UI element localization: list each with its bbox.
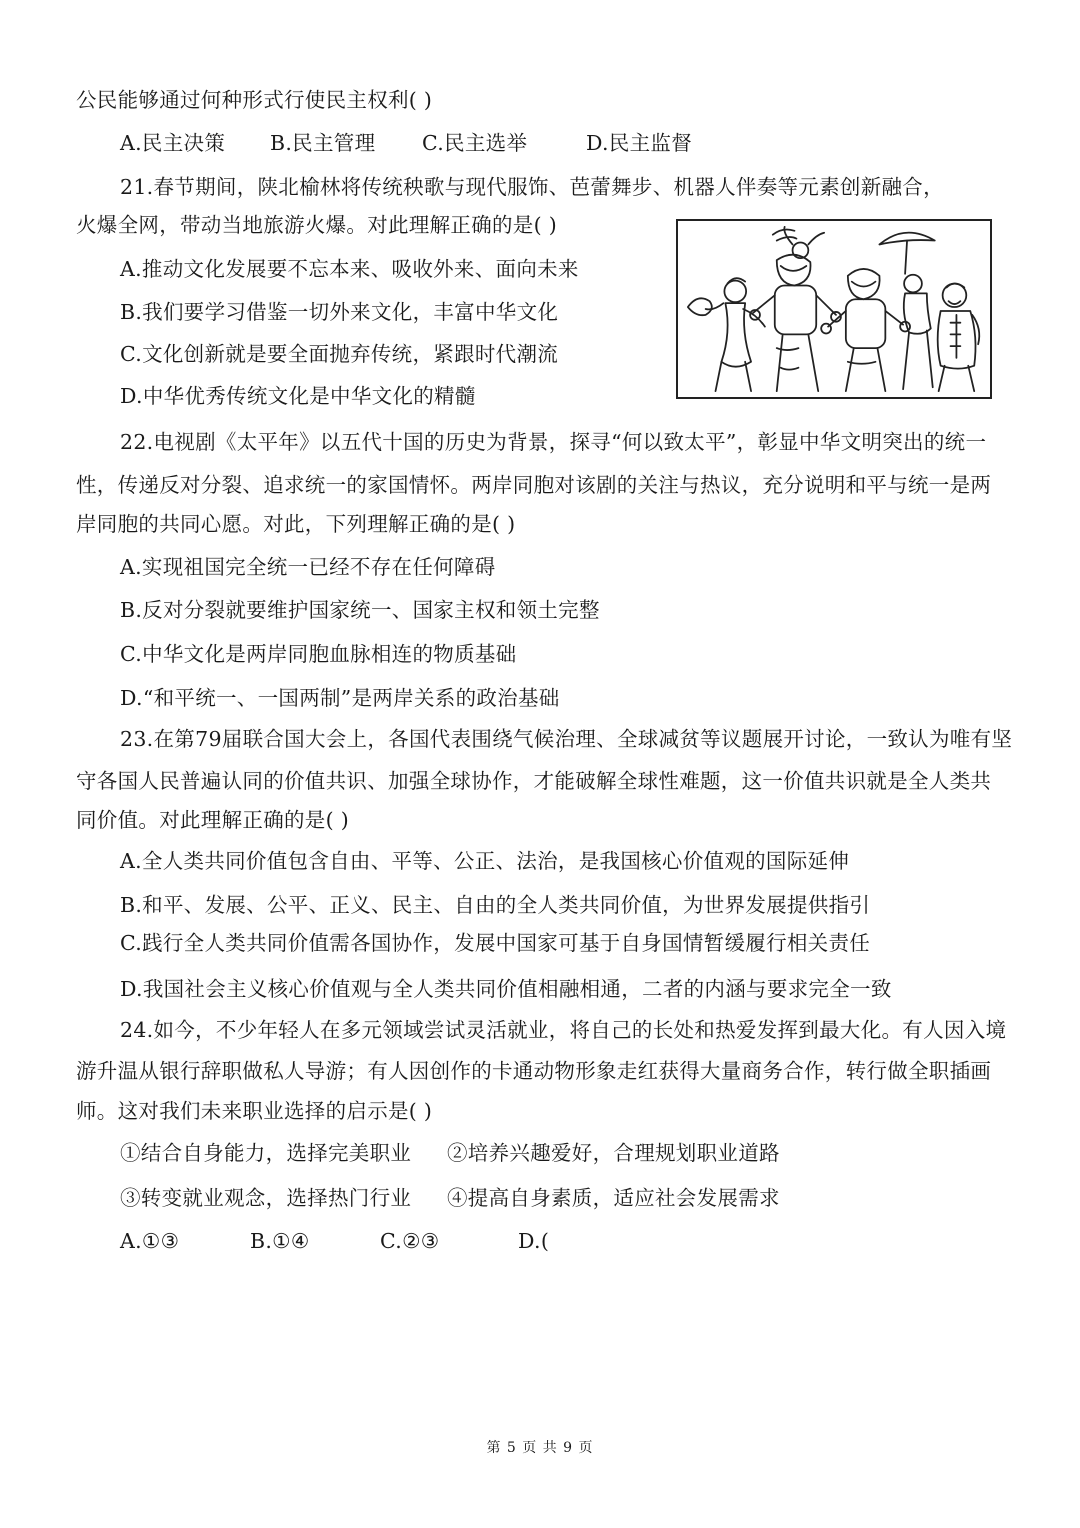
q22-option-b: B.反对分裂就要维护国家统一、国家主权和领土完整 [120,598,600,622]
q22-option-a: A.实现祖国完全统一已经不存在任何障碍 [120,555,496,579]
q20-option-a: A.民主决策 [120,131,226,155]
q21-option-c: C.文化创新就是要全面抛弃传统，紧跟时代潮流 [120,342,559,366]
q22-stem-line2: 性，传递反对分裂、追求统一的家国情怀。两岸同胞对该剧的关注与热议，充分说明和平与统一是两 [76,473,992,497]
q24-statement-2: ②培养兴趣爱好，合理规划职业道路 [447,1141,780,1165]
q24-statement-4: ④提高自身素质，适应社会发展需求 [447,1186,780,1210]
yangge-dance-icon [678,221,990,397]
q24-option-b: B.①④ [250,1229,310,1253]
q21-option-a: A.推动文化发展要不忘本来、吸收外来、面向未来 [120,257,579,281]
q21-option-b: B.我们要学习借鉴一切外来文化，丰富中华文化 [120,300,559,324]
q22-option-c: C.中华文化是两岸同胞血脉相连的物质基础 [120,642,517,666]
q24-option-a: A.①③ [120,1229,180,1253]
q23-stem-line2: 守各国人民普遍认同的价值共识、加强全球协作，才能破解全球性难题，这一价值共识就是全人类共 [76,769,992,793]
q22-stem-line3: 岸同胞的共同心愿。对此，下列理解正确的是( ) [76,512,516,536]
page-number: 第 5 页 共 9 页 [486,1440,594,1456]
q23-option-d: D.我国社会主义核心价值观与全人类共同价值相融相通，二者的内涵与要求完全一致 [120,977,892,1001]
q23-option-c: C.践行全人类共同价值需各国协作，发展中国家可基于自身国情暂缓履行相关责任 [120,931,871,955]
q21-stem-line1: 21.春节期间，陕北榆林将传统秧歌与现代服饰、芭蕾舞步、机器人伴奏等元素创新融合， [120,175,944,199]
q20-option-c: C.民主选举 [422,131,528,155]
q23-option-b: B.和平、发展、公平、正义、民主、自由的全人类共同价值，为世界发展提供指引 [120,893,871,917]
q24-stem-line1: 24.如今，不少年轻人在多元领域尝试灵活就业，将自己的长处和热爱发挥到最大化。有人因入境 [120,1018,1007,1042]
q23-stem-line3: 同价值。对此理解正确的是( ) [76,808,350,832]
q24-option-d: D.( [518,1229,550,1253]
q21-option-d: D.中华优秀传统文化是中华文化的精髓 [120,384,476,408]
q20-option-d: D.民主监督 [586,131,693,155]
q24-statement-1: ①结合自身能力，选择完美职业 [120,1141,412,1165]
q24-stem-line2: 游升温从银行辞职做私人导游；有人因创作的卡通动物形象走红获得大量商务合作，转行做全职插画 [76,1059,992,1083]
q24-stem-line3: 师。这对我们未来职业选择的启示是( ) [76,1099,433,1123]
q24-statement-3: ③转变就业观念，选择热门行业 [120,1186,412,1210]
q21-stem-line2: 火爆全网，带动当地旅游火爆。对此理解正确的是( ) [76,213,558,237]
q20-stem: 公民能够通过何种形式行使民主权利( ) [76,88,433,112]
q24-option-c: C.②③ [380,1229,440,1253]
q22-option-d: D.“和平统一、一国两制”是两岸关系的政治基础 [120,686,560,710]
yangge-dance-illustration [676,219,992,399]
q23-stem-line1: 23.在第79届联合国大会上，各国代表围绕气候治理、全球减贫等议题展开讨论，一致认为唯有坚 [120,727,1013,751]
q22-stem-line1: 22.电视剧《太平年》以五代十国的历史为背景，探寻“何以致太平”，彰显中华文明突出的统一 [120,430,987,454]
q20-option-b: B.民主管理 [270,131,376,155]
q23-option-a: A.全人类共同价值包含自由、平等、公正、法治，是我国核心价值观的国际延伸 [120,849,850,873]
